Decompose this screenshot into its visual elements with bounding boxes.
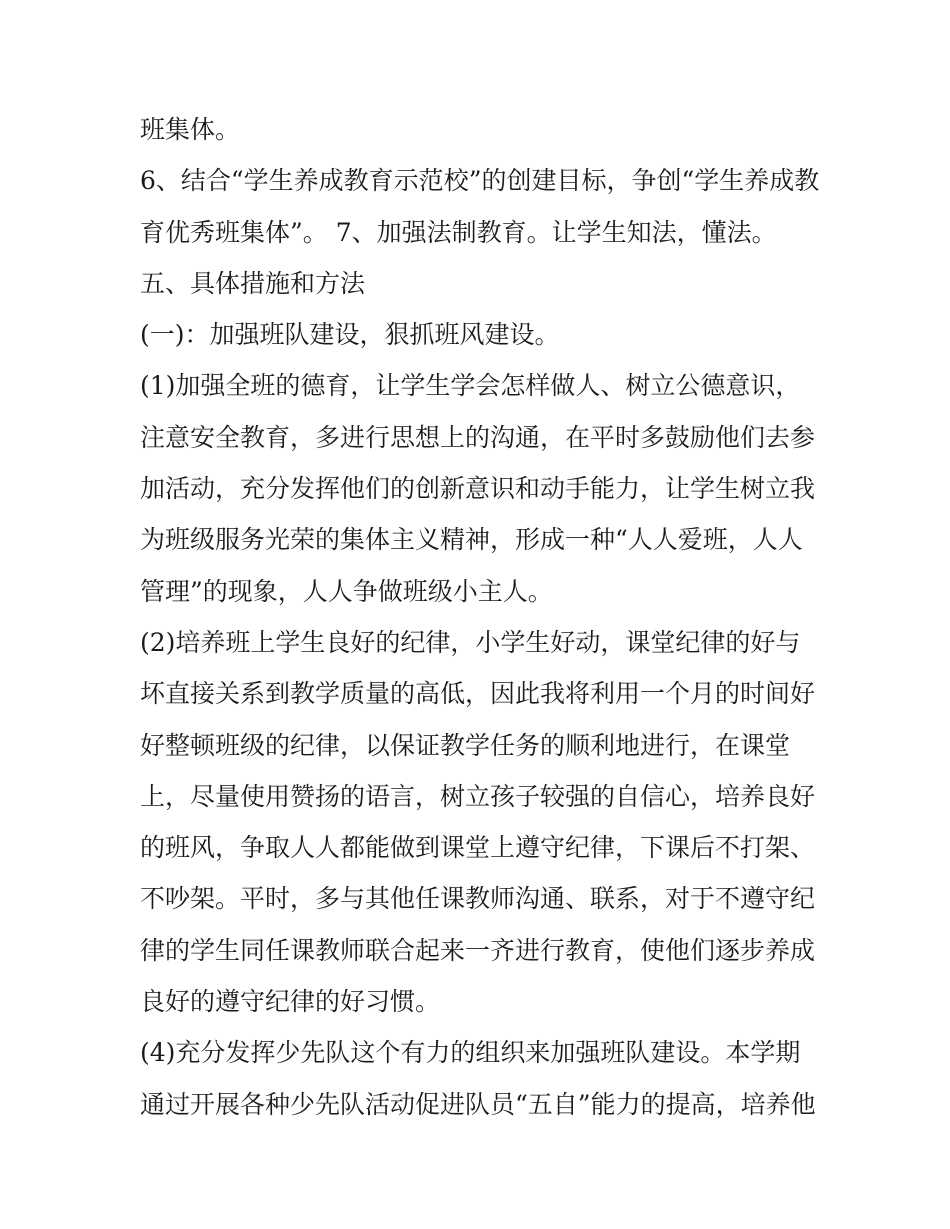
text-line: 注意安全教育，多进行思想上的沟通，在平时多鼓励他们去参 (140, 422, 816, 452)
text-line: 好整顿班级的纪律，以保证教学任务的顺利地进行，在课堂 (140, 730, 791, 760)
text-line: 育优秀班集体”。 7、加强法制教育。让学生知法，懂法。 (140, 217, 777, 247)
text-line: 6、结合“学生养成教育示范校”的创建目标，争创“学生养成教 (140, 166, 820, 196)
text-line: 的班风，争取人人都能做到课堂上遵守纪律，下课后不打架、 (140, 833, 816, 863)
text-line: 班集体。 (140, 115, 241, 144)
document-body (140, 104, 820, 1130)
subsection-heading: (一)：加强班队建设，狠抓班风建设。 (140, 320, 560, 350)
text-line: 坏直接关系到教学质量的高低，因此我将利用一个月的时间好 (140, 679, 816, 709)
text-line: 不吵架。平时，多与其他任课教师沟通、联系，对于不遵守纪 (140, 884, 816, 914)
text-line: 为班级服务光荣的集体主义精神，形成一种“人人爱班，人人 (140, 525, 803, 555)
text-line: 加活动，充分发挥他们的创新意识和动手能力，让学生树立我 (140, 474, 816, 504)
text-line: (1)加强全班的德育，让学生学会怎样做人、树立公德意识， (140, 371, 801, 401)
section-heading: 五、具体措施和方法 (140, 268, 366, 298)
text-line: (2)培养班上学生良好的纪律，小学生好动，课堂纪律的好与 (140, 627, 801, 657)
text-line: 管理”的现象，人人争做班级小主人。 (140, 576, 553, 606)
text-line: 律的学生同任课教师联合起来一齐进行教育，使他们逐步养成 (140, 935, 816, 965)
text-line: (4)充分发挥少先队这个有力的组织来加强班队建设。本学期 (140, 1038, 801, 1068)
text-line: 良好的遵守纪律的好习惯。 (140, 987, 441, 1017)
text-line: 通过开展各种少先队活动促进队员“五自”能力的提高，培养他 (140, 1089, 816, 1119)
text-line: 上，尽量使用赞扬的语言，树立孩子较强的自信心，培养良好 (140, 781, 816, 811)
